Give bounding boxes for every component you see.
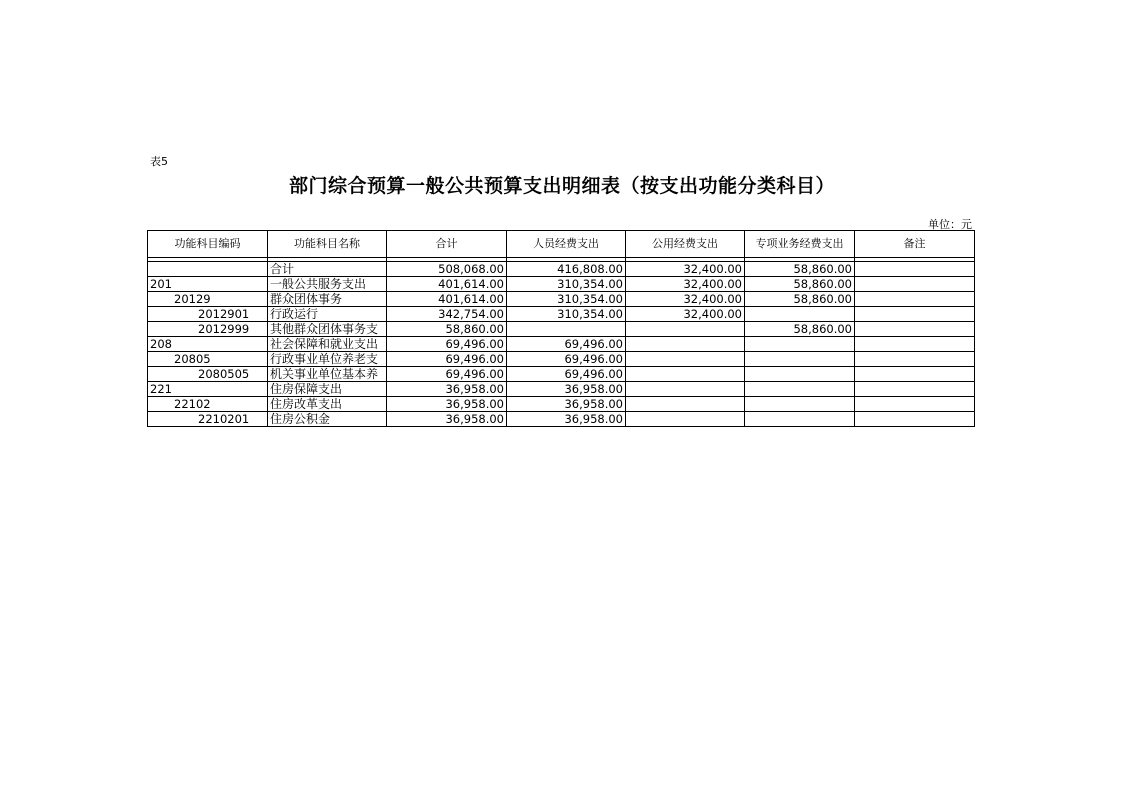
cell-personnel: 310,354.00 <box>507 307 626 322</box>
cell-note <box>855 352 975 367</box>
cell-special <box>745 337 855 352</box>
cell-code: 2210201 <box>148 412 268 427</box>
header-name: 功能科目名称 <box>268 231 387 258</box>
cell-code: 22102 <box>148 397 268 412</box>
cell-public <box>626 412 745 427</box>
cell-special <box>745 397 855 412</box>
cell-total: 36,958.00 <box>387 397 507 412</box>
cell-public <box>626 352 745 367</box>
table-body <box>148 258 975 427</box>
cell-public: 32,400.00 <box>626 262 745 277</box>
cell-total: 58,860.00 <box>387 322 507 337</box>
cell-code <box>148 262 268 277</box>
table-row <box>148 337 975 352</box>
cell-name: 住房改革支出 <box>268 397 387 412</box>
cell-special <box>745 307 855 322</box>
cell-special: 58,860.00 <box>745 322 855 337</box>
cell-name: 合计 <box>268 262 387 277</box>
cell-note <box>855 382 975 397</box>
cell-note <box>855 337 975 352</box>
cell-name: 一般公共服务支出 <box>268 277 387 292</box>
cell-special <box>745 352 855 367</box>
unit-label: 单位：元 <box>928 218 972 231</box>
cell-code: 201 <box>148 277 268 292</box>
cell-code: 2012999 <box>148 322 268 337</box>
cell-note <box>855 277 975 292</box>
header-personnel: 人员经费支出 <box>507 231 626 258</box>
cell-public <box>626 382 745 397</box>
cell-special: 58,860.00 <box>745 292 855 307</box>
header-code: 功能科目编码 <box>148 231 268 258</box>
table-row <box>148 352 975 367</box>
cell-code: 221 <box>148 382 268 397</box>
table-row <box>148 382 975 397</box>
table-row <box>148 307 975 322</box>
cell-note <box>855 262 975 277</box>
cell-special <box>745 367 855 382</box>
cell-name: 群众团体事务 <box>268 292 387 307</box>
cell-name: 机关事业单位基本养 <box>268 367 387 382</box>
cell-note <box>855 412 975 427</box>
table-row <box>148 397 975 412</box>
cell-note <box>855 292 975 307</box>
table-row <box>148 262 975 277</box>
cell-note <box>855 307 975 322</box>
header-special: 专项业务经费支出 <box>745 231 855 258</box>
table-number: 表5 <box>150 155 168 168</box>
page-title: 部门综合预算一般公共预算支出明细表（按支出功能分类科目） <box>288 175 835 197</box>
table-row <box>148 292 975 307</box>
table-header-row <box>148 231 975 258</box>
cell-public: 32,400.00 <box>626 307 745 322</box>
cell-public <box>626 337 745 352</box>
cell-personnel: 69,496.00 <box>507 352 626 367</box>
cell-total: 69,496.00 <box>387 367 507 382</box>
header-public: 公用经费支出 <box>626 231 745 258</box>
cell-total: 36,958.00 <box>387 382 507 397</box>
table-row <box>148 277 975 292</box>
cell-code: 208 <box>148 337 268 352</box>
cell-code: 20805 <box>148 352 268 367</box>
cell-name: 其他群众团体事务支 <box>268 322 387 337</box>
cell-total: 401,614.00 <box>387 277 507 292</box>
cell-personnel: 36,958.00 <box>507 382 626 397</box>
table-row <box>148 322 975 337</box>
cell-code: 2080505 <box>148 367 268 382</box>
cell-personnel: 416,808.00 <box>507 262 626 277</box>
table-row <box>148 367 975 382</box>
cell-total: 69,496.00 <box>387 352 507 367</box>
cell-name: 行政运行 <box>268 307 387 322</box>
cell-name: 行政事业单位养老支 <box>268 352 387 367</box>
cell-public: 32,400.00 <box>626 277 745 292</box>
cell-total: 342,754.00 <box>387 307 507 322</box>
cell-total: 69,496.00 <box>387 337 507 352</box>
cell-code: 20129 <box>148 292 268 307</box>
cell-public: 32,400.00 <box>626 292 745 307</box>
cell-personnel: 69,496.00 <box>507 337 626 352</box>
cell-public <box>626 322 745 337</box>
cell-special <box>745 382 855 397</box>
cell-note <box>855 367 975 382</box>
cell-note <box>855 397 975 412</box>
cell-total: 401,614.00 <box>387 292 507 307</box>
header-total: 合计 <box>387 231 507 258</box>
cell-note <box>855 322 975 337</box>
budget-table <box>147 230 975 427</box>
table-row <box>148 412 975 427</box>
cell-public <box>626 367 745 382</box>
cell-personnel: 36,958.00 <box>507 397 626 412</box>
cell-special: 58,860.00 <box>745 277 855 292</box>
cell-personnel: 36,958.00 <box>507 412 626 427</box>
cell-personnel: 69,496.00 <box>507 367 626 382</box>
cell-name: 住房保障支出 <box>268 382 387 397</box>
cell-total: 508,068.00 <box>387 262 507 277</box>
cell-special: 58,860.00 <box>745 262 855 277</box>
cell-special <box>745 412 855 427</box>
header-note: 备注 <box>855 231 975 258</box>
cell-code: 2012901 <box>148 307 268 322</box>
cell-personnel <box>507 322 626 337</box>
cell-total: 36,958.00 <box>387 412 507 427</box>
cell-name: 住房公积金 <box>268 412 387 427</box>
cell-personnel: 310,354.00 <box>507 292 626 307</box>
cell-public <box>626 397 745 412</box>
cell-personnel: 310,354.00 <box>507 277 626 292</box>
cell-name: 社会保障和就业支出 <box>268 337 387 352</box>
